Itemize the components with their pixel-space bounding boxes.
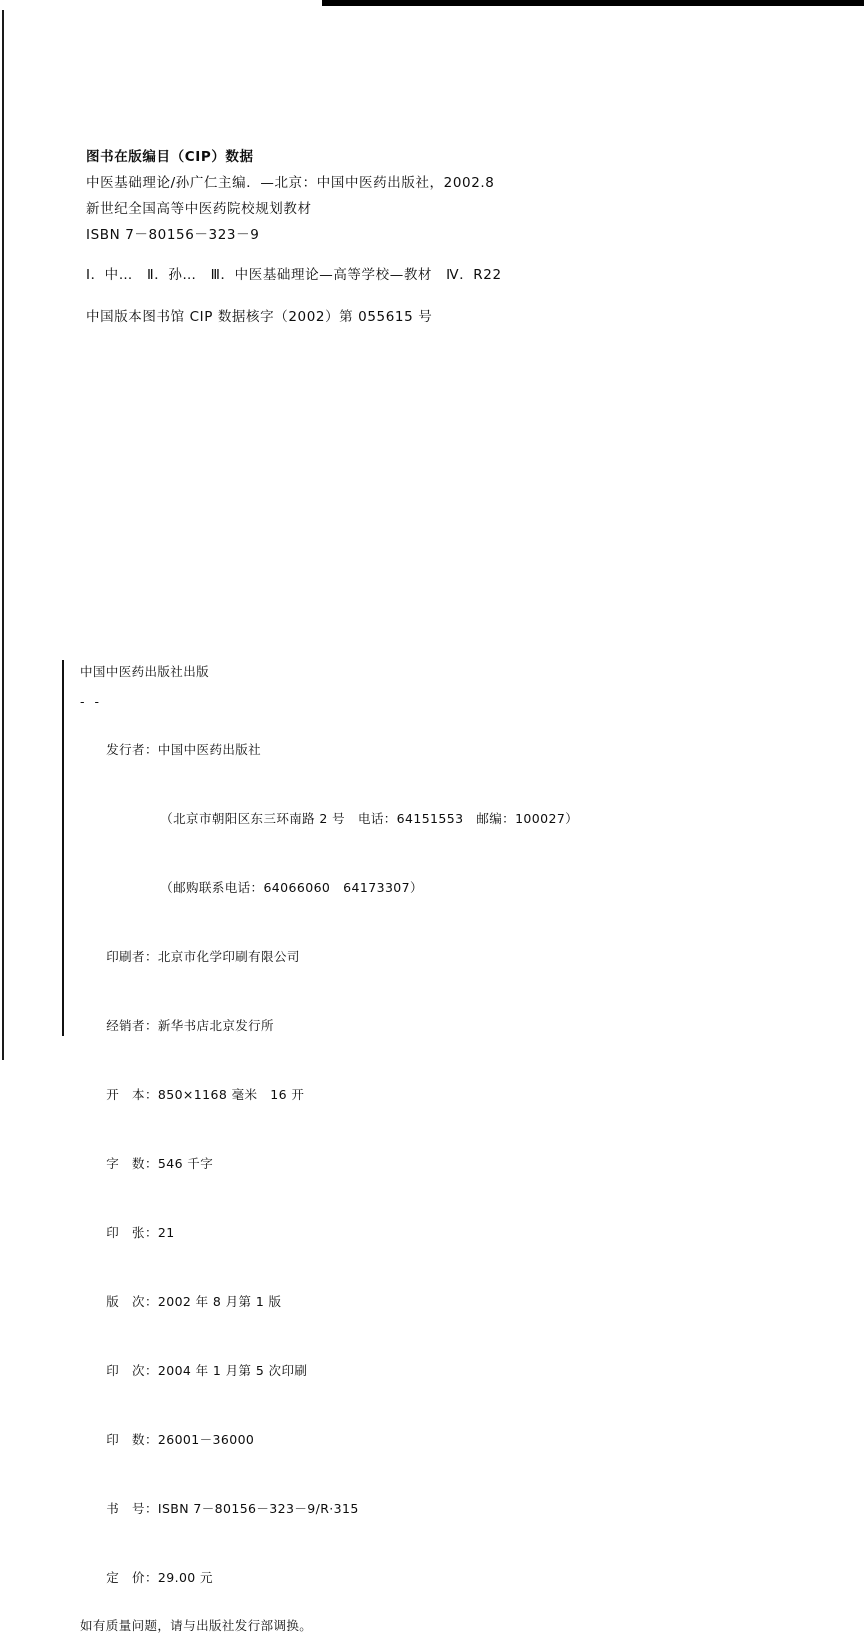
- colophon-entry-label: 印 数：: [106, 1432, 158, 1447]
- colophon-entry-label: 经销者：: [106, 1018, 158, 1033]
- colophon-left-rule: [62, 660, 64, 1036]
- colophon-entry-label: 印刷者：: [106, 949, 158, 964]
- colophon-entry-label: 书 号：: [106, 1501, 158, 1516]
- colophon-note: 如有质量问题，请与出版社发行部调换。: [80, 1618, 313, 1633]
- colophon-entry: [80, 991, 760, 1060]
- colophon-entry-value: 2004 年 1 月第 5 次印刷: [157, 1363, 308, 1378]
- colophon-entry: [80, 853, 760, 922]
- colophon-entry: [80, 1543, 760, 1612]
- colophon-entry: [80, 1267, 760, 1336]
- cip-line-series: 新世纪全国高等中医药院校规划教材: [86, 201, 312, 217]
- colophon-entry-value: 21: [157, 1225, 175, 1240]
- colophon-entry-label: 印 张：: [106, 1225, 158, 1240]
- colophon-publisher: 中国中医药出版社出版: [80, 664, 210, 679]
- colophon-entry-value: 26001－36000: [157, 1432, 255, 1447]
- colophon-entry: [80, 1405, 760, 1474]
- cip-heading: 图书在版编目（CIP）数据: [86, 149, 254, 165]
- colophon-block: [80, 660, 760, 1637]
- colophon-entry-value: （邮购联系电话：64066060 64173307）: [160, 880, 423, 895]
- colophon-entry-label: 定 价：: [106, 1570, 158, 1585]
- colophon-entry: [80, 715, 760, 784]
- cip-block: [86, 144, 766, 330]
- colophon-entry-value: 中国中医药出版社: [157, 742, 262, 757]
- colophon-entry-value: 850×1168 毫米 16 开: [157, 1087, 305, 1102]
- colophon-entry: [80, 922, 760, 991]
- colophon-entry: [80, 784, 760, 853]
- scan-artifact-top-bar: [322, 0, 864, 6]
- cip-classification: Ⅰ．中… Ⅱ．孙… Ⅲ．中医基础理论—高等学校—教材 Ⅳ．R22: [86, 267, 502, 283]
- colophon-entry-label: 字 数：: [106, 1156, 158, 1171]
- colophon-entry-value: 29.00 元: [157, 1570, 213, 1585]
- colophon-entry-label: 版 次：: [106, 1294, 158, 1309]
- colophon-entry-value: 北京市化学印刷有限公司: [157, 949, 300, 964]
- colophon-entry-label: 印 次：: [106, 1363, 158, 1378]
- colophon-dashes: - -: [80, 694, 102, 709]
- colophon-entry-label: 发行者：: [106, 742, 158, 757]
- colophon-entry: [80, 1474, 760, 1543]
- cip-line-isbn: ISBN 7－80156－323－9: [86, 227, 260, 243]
- colophon-entry-value: 2002 年 8 月第 1 版: [157, 1294, 282, 1309]
- cip-registry: 中国版本图书馆 CIP 数据核字（2002）第 055615 号: [86, 309, 433, 325]
- colophon-entry: [80, 1336, 760, 1405]
- cip-line-title: 中医基础理论/孙广仁主编．—北京：中国中医药出版社，2002.8: [86, 175, 495, 191]
- colophon-entry: [80, 1198, 760, 1267]
- colophon-entry-value: ISBN 7－80156－323－9/R·315: [157, 1501, 359, 1516]
- colophon-entry-label: 开 本：: [106, 1087, 158, 1102]
- colophon-entry-value: 新华书店北京发行所: [157, 1018, 274, 1033]
- colophon-entry: [80, 1060, 760, 1129]
- scan-artifact-left-edge: [2, 10, 4, 1060]
- colophon-entry: [80, 1129, 760, 1198]
- colophon-entry-value: 546 千字: [157, 1156, 214, 1171]
- colophon-entry-value: （北京市朝阳区东三环南路 2 号 电话：64151553 邮编：100027）: [160, 811, 579, 826]
